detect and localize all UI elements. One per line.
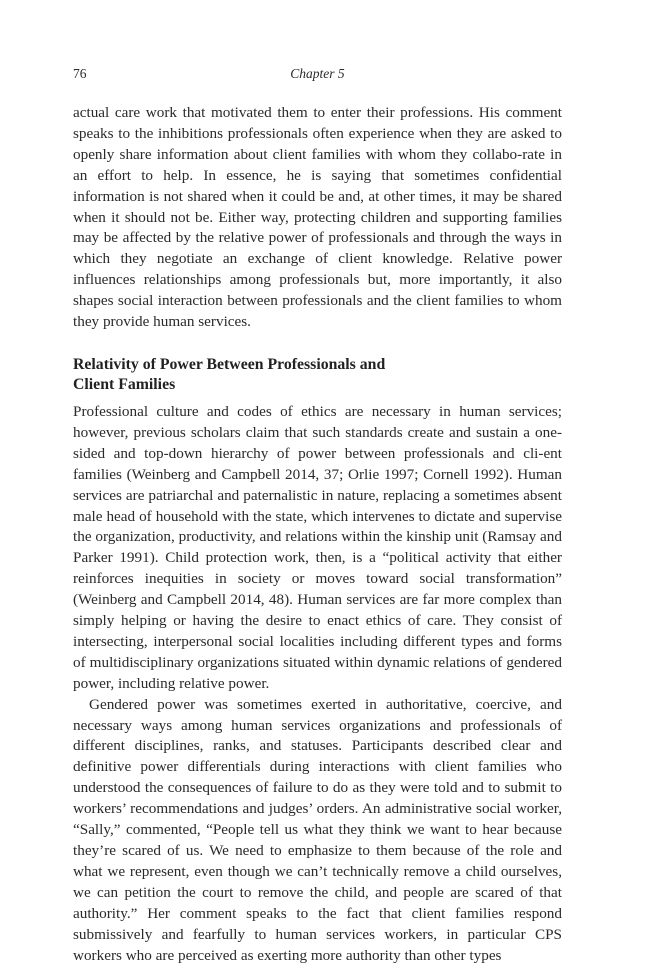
- section-heading-line-2: Client Families: [73, 376, 176, 394]
- page-number: 76: [73, 66, 87, 81]
- section-heading: [73, 355, 562, 396]
- section-heading-line-1: Relativity of Power Between Professionals and: [73, 355, 386, 373]
- paragraph-professional-culture: Professional culture and codes of ethics are necessary in human services; however, previous scholars claim that such standards create and sustain a one-sided and top-down hierarchy of power between professionals and cli-ent families (Weinberg and Campbell 2014, 37; Orlie 1997; Cornell 1992). Human services are patriarchal and paternalistic in nature, replacing a sometimes absent male head of household with the state, which intervenes to dictate and supervise the organization, productivity, and relations within the kinship unit (Ramsay and Parker 1991). Child protection work, then, is a “political activity that either reinforces inequities in society or moves toward social transformation” (Weinberg and Campbell 2014, 48). Human services are far more complex than simply helping or having the desire to enact ethics of care. They consist of intersecting, interpersonal social localities including different types and forms of multidisciplinary organizations situated within dynamic relations of gendered power, including relative power.: [73, 402, 562, 692]
- page-header: [73, 66, 562, 86]
- book-page: [73, 66, 562, 966]
- body-text: [73, 103, 562, 966]
- running-head: Chapter 5: [290, 66, 345, 81]
- paragraph-gendered-power: Gendered power was sometimes exerted in authoritative, coercive, and necessary ways among human services organizations and professionals of different disciplines, ranks, and statuses. Participants described clear and definitive power differentials during interactions with client families who understood the consequences of failure to do as they were told and to submit to workers’ recommendations and judges’ orders. An administrative social worker, “Sally,” commented, “People tell us what they think we want to hear because they’re scared of us. We need to emphasize to them because of the role and what we represent, even though we can’t technically remove a child ourselves, we can petition the court to remove the child, and people are scared of that authority.” Her comment speaks to the fact that client families respond submissively and fearfully to human services workers, in particular CPS workers who are perceived as exerting more authority than other types: [73, 695, 562, 964]
- paragraph-continued: actual care work that motivated them to enter their professions. His comment speaks to the inhibitions professionals often experience when they are asked to openly share information about client families with whom they collabo-rate in an effort to help. In essence, he is saying that sometimes confidential information is not shared when it could be and, at other times, it may be shared when it should not be. Either way, protecting children and supporting families may be affected by the relative power of professionals and through the ways in which they negotiate an exchange of client knowledge. Relative power influences relationships among professionals but, more importantly, it also shapes social interaction between professionals and the client families to whom they provide human services.: [73, 104, 562, 331]
